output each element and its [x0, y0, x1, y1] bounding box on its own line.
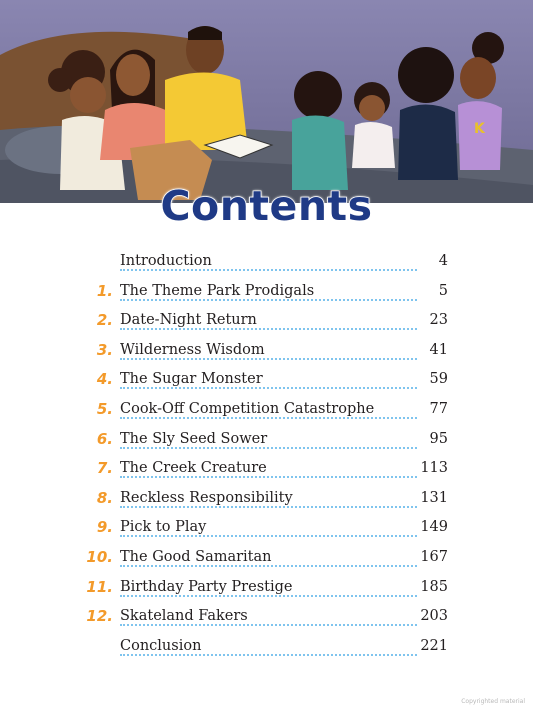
entry-title: Reckless Responsibility [120, 490, 296, 506]
boy-in-teal-shirt [292, 71, 348, 190]
leader-dots [120, 387, 417, 389]
leader-dots [120, 269, 417, 271]
entry-title: Introduction [120, 253, 215, 269]
leader-dots [120, 506, 417, 508]
leader-dots [120, 328, 417, 330]
page-number: 185 [420, 578, 448, 595]
leader-dots [120, 535, 417, 537]
page-number: 95 [429, 430, 448, 447]
leader-dots [120, 358, 417, 360]
child-in-navy [398, 47, 458, 180]
leader-dots [120, 624, 417, 626]
chapter-number: 2. [96, 311, 113, 330]
copyright-notice: Copyrighted material [461, 698, 525, 705]
toc-entry [0, 603, 533, 633]
page-number: 131 [420, 489, 448, 506]
leader-dots [120, 299, 417, 301]
page-number: 4 [438, 253, 448, 269]
chapter-number: 8. [96, 488, 113, 507]
chapter-number: 9. [96, 518, 113, 537]
entry-title: Conclusion [120, 638, 204, 654]
leader-dots [120, 447, 417, 449]
toc-entry [0, 544, 533, 574]
chapter-number: 10. [86, 547, 113, 566]
leader-dots [120, 476, 417, 478]
toc-entry [0, 485, 533, 515]
toc-entry [0, 337, 533, 367]
entry-title: Skateland Fakers [120, 608, 251, 624]
page-number: 167 [420, 548, 448, 565]
page-number: 113 [420, 460, 448, 477]
leader-dots [120, 595, 417, 597]
toc-entry [0, 278, 533, 308]
page-number: 221 [420, 637, 448, 654]
toc-entry [0, 633, 533, 663]
page-number: 5 [438, 282, 448, 299]
entry-title: The Good Samaritan [120, 549, 275, 565]
family-reading-illustration [0, 0, 533, 203]
toc-entry [0, 426, 533, 456]
leader-dots [120, 417, 417, 419]
toc-entry [0, 455, 533, 485]
entry-title: The Creek Creature [120, 460, 270, 476]
page-number: 149 [420, 519, 448, 536]
toc-entry [0, 307, 533, 337]
entry-title: Wilderness Wisdom [120, 342, 268, 358]
toc-entry [0, 396, 533, 426]
chapter-number: 4. [96, 370, 113, 389]
toc-entry [0, 366, 533, 396]
shirt-letter: K [474, 121, 485, 137]
chapter-number: 11. [86, 577, 113, 596]
toc-entry [0, 514, 533, 544]
chapter-number: 3. [96, 340, 113, 359]
entry-title: The Theme Park Prodigals [120, 283, 317, 299]
chapter-number: 6. [96, 429, 113, 448]
toc-entry [0, 574, 533, 604]
entry-title: Date-Night Return [120, 312, 260, 328]
chapter-number: 1. [96, 281, 113, 300]
chapter-number: 7. [96, 459, 113, 478]
entry-title: Birthday Party Prestige [120, 579, 295, 595]
page-number: 203 [420, 608, 448, 625]
page-number: 77 [429, 400, 448, 417]
page-title: Contents [160, 182, 373, 230]
entry-title: Pick to Play [120, 519, 209, 535]
chapter-number: 12. [86, 607, 113, 626]
page-number: 59 [429, 371, 448, 388]
header-illustration [0, 0, 533, 203]
table-of-contents [0, 248, 533, 662]
toc-entry [0, 248, 533, 278]
entry-title: The Sly Seed Sower [120, 431, 270, 447]
entry-title: The Sugar Monster [120, 371, 266, 387]
entry-title: Cook-Off Competition Catastrophe [120, 401, 377, 417]
chapter-number: 5. [96, 399, 113, 418]
leader-dots [120, 565, 417, 567]
page-number: 23 [429, 312, 448, 329]
leader-dots [120, 654, 417, 656]
page-number: 41 [429, 341, 448, 358]
